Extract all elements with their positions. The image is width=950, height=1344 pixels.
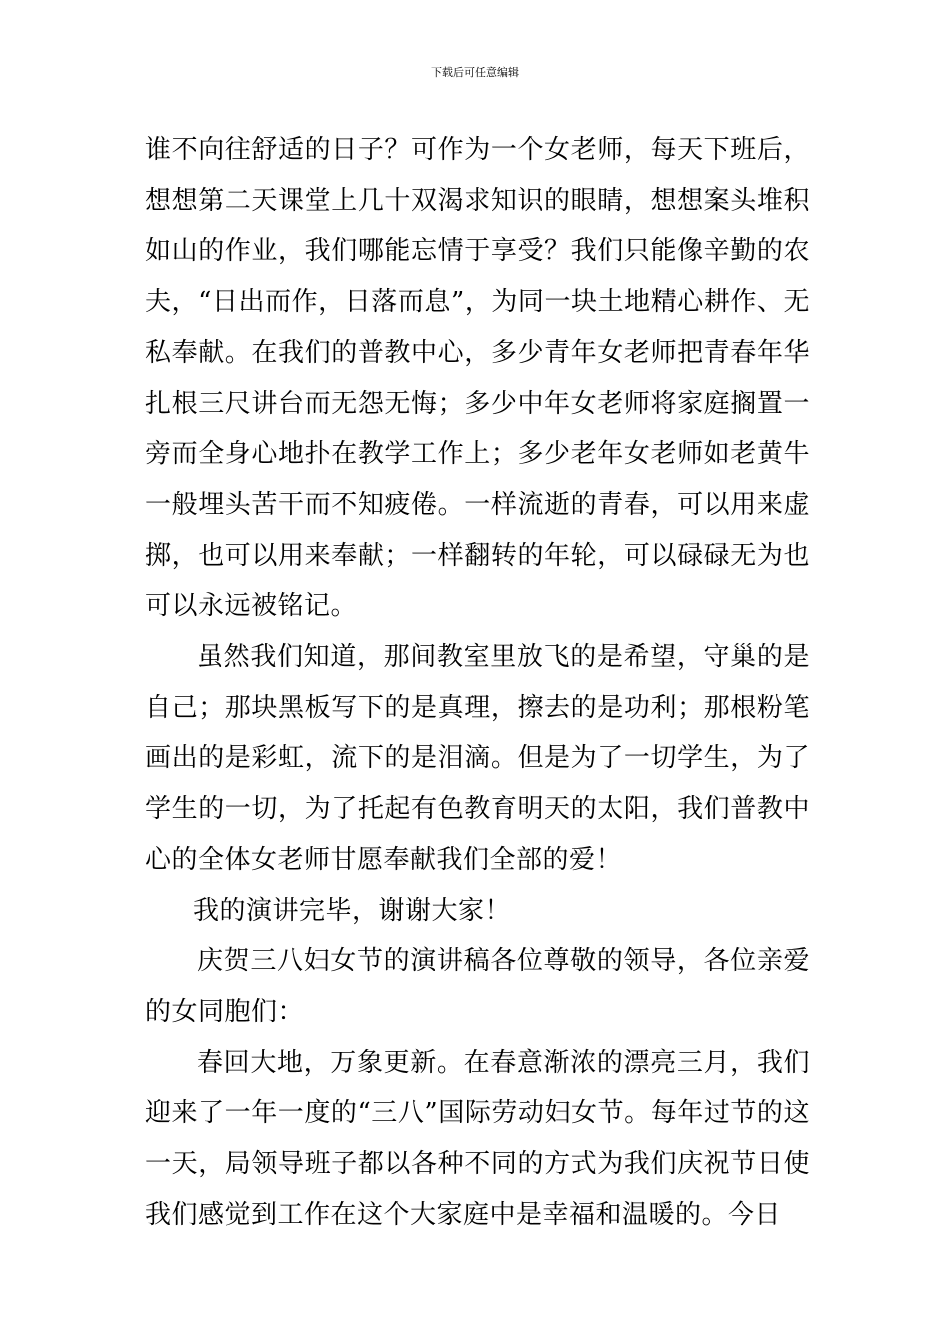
paragraph-3: 我的演讲完毕，谢谢大家！	[193, 895, 512, 926]
document-body	[145, 125, 810, 1240]
paragraph-1: 谁不向往舒适的日子？可作为一个女老师，每天下班后，想想第二天课堂上几十双渴求知识的眼睛，想想案头堆积如山的作业，我们哪能忘情于享受？我们只能像辛勤的农夫，“日出而作，日落而息”，为同一块土地精心耕作、无私奉献。在我们的普教中心，多少青年女老师把青春年华扎根三尺讲台而无怨无悔；多少中年女老师将家庭搁置一旁而全身心地扑在教学工作上；多少老年女老师如老黄牛一般埋头苦干而不知疲倦。一样流逝的青春，可以用来虚掷，也可以用来奉献；一样翻转的年轮，可以碌碌无为也可以永远被铭记。	[145, 135, 810, 622]
page-header-note: 下载后可任意编辑	[431, 66, 519, 79]
paragraph-4: 庆贺三八妇女节的演讲稿各位尊敬的领导，各位亲爱的女同胞们：	[145, 946, 810, 1027]
paragraph-2: 虽然我们知道，那间教室里放飞的是希望，守巢的是自己；那块黑板写下的是真理，擦去的是功利；那根粉笔画出的是彩虹，流下的是泪滴。但是为了一切学生，为了学生的一切，为了托起有色教育明天的太阳，我们普教中心的全体女老师甘愿奉献我们全部的爱！	[145, 642, 810, 875]
paragraph-5: 春回大地，万象更新。在春意渐浓的漂亮三月，我们迎来了一年一度的“三八”国际劳动妇女节。每年过节的这一天，局领导班子都以各种不同的方式为我们庆祝节日使我们感觉到工作在这个大家庭中是幸福和温暖的。今日	[145, 1047, 810, 1230]
